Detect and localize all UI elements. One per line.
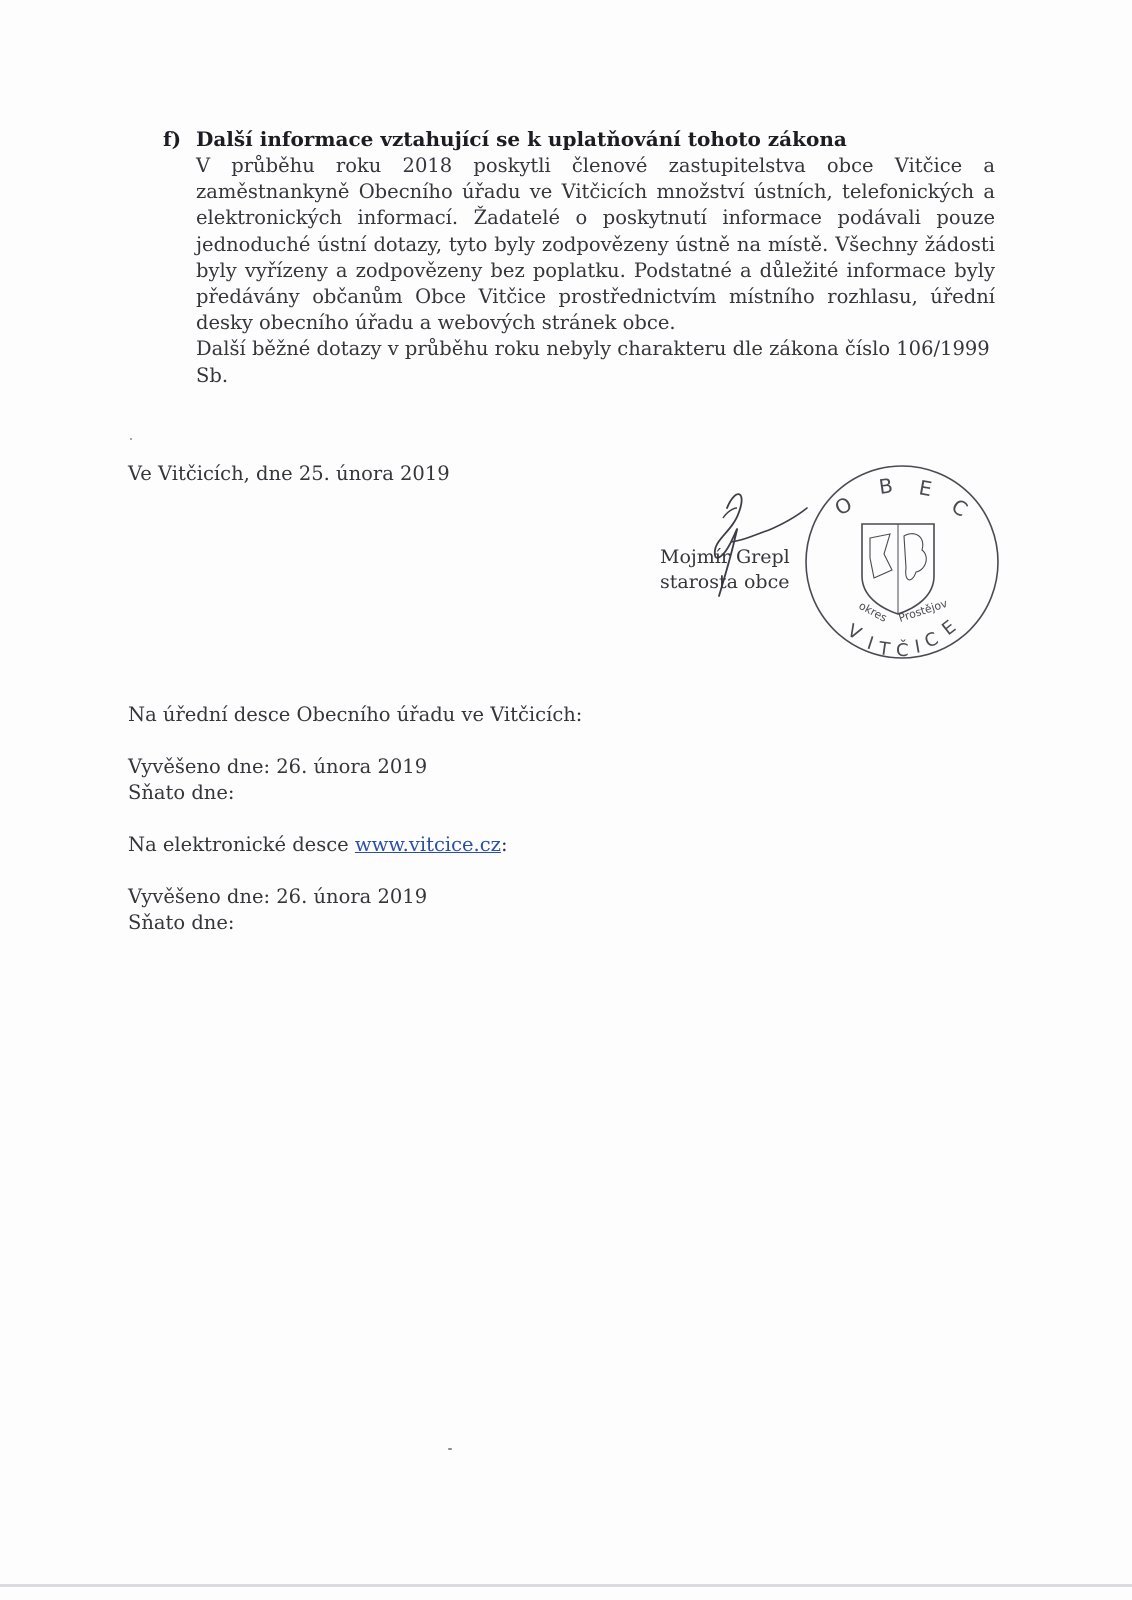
svg-text:I: I bbox=[864, 632, 876, 655]
electronic-board-heading bbox=[128, 832, 508, 858]
svg-text:E: E bbox=[938, 616, 961, 640]
section-title: Další informace vztahující se k uplatňování tohoto zákona bbox=[196, 127, 847, 151]
place-and-date: Ve Vitčicích, dne 25. února 2019 bbox=[128, 462, 450, 485]
electronic-board-heading-prefix: Na elektronické desce bbox=[128, 833, 355, 856]
scan-speck bbox=[130, 438, 132, 440]
signatory-title: starosta obce bbox=[660, 571, 790, 593]
official-board-notice bbox=[128, 702, 582, 728]
section-f bbox=[163, 126, 1003, 389]
electronic-board-dates bbox=[128, 884, 427, 936]
signatory-name: Mojmír Grepl bbox=[660, 546, 790, 568]
signature-block bbox=[660, 545, 790, 595]
scan-bottom-edge bbox=[0, 1584, 1132, 1587]
electronic-board-notice bbox=[128, 832, 508, 858]
section-heading bbox=[163, 126, 1003, 153]
official-board-heading: Na úřední desce Obecního úřadu ve Vitčicích: bbox=[128, 703, 583, 726]
svg-text:okres: okres bbox=[856, 599, 890, 625]
svg-text:Č: Č bbox=[896, 640, 909, 661]
svg-text:V: V bbox=[843, 620, 865, 645]
official-board-posted: Vyvěšeno dne: 26. února 2019 bbox=[128, 755, 428, 778]
svg-text:I: I bbox=[913, 636, 923, 658]
official-stamp bbox=[800, 458, 1005, 663]
electronic-board-heading-suffix: : bbox=[500, 833, 508, 856]
svg-text:B: B bbox=[877, 473, 895, 499]
official-board-removed: Sňato dne: bbox=[128, 781, 235, 804]
website-link[interactable]: www.vitcice.cz bbox=[354, 833, 501, 856]
svg-text:E: E bbox=[917, 475, 934, 502]
electronic-board-removed: Sňato dne: bbox=[128, 911, 235, 934]
svg-text:T: T bbox=[877, 638, 892, 661]
scan-speck bbox=[448, 1448, 452, 1450]
official-board-dates bbox=[128, 754, 427, 806]
svg-text:C: C bbox=[921, 628, 942, 653]
section-paragraph: V průběhu roku 2018 poskytli členové zastupitelstva obce Vitčice a zaměstnankyně Obecního úřadu ve Vitčicích množství ústních, telefonických a elektronických informací. Žadatelé o poskytnutí informace podávali pouze jednoduché ústní dotazy, tyto byly zodpovězeny ústně na místě. Všechny žádosti byly vyřízeny a zodpovězeny bez poplatku. Podstatné a důležité informace byly předávány občanům Obce Vitčice prostřednictvím místního rozhlasu, úřední desky obecního úřadu a webových stránek obce. bbox=[196, 154, 995, 335]
electronic-board-posted: Vyvěšeno dne: 26. února 2019 bbox=[128, 885, 428, 908]
section-paragraph-law: Další běžné dotazy v průběhu roku nebyly charakteru dle zákona číslo 106/1999 Sb. bbox=[196, 337, 990, 387]
section-body bbox=[196, 153, 995, 389]
svg-text:Prostějov: Prostějov bbox=[896, 596, 950, 625]
section-letter: f) bbox=[163, 127, 182, 151]
svg-text:O: O bbox=[830, 491, 857, 521]
svg-text:C: C bbox=[947, 493, 972, 522]
